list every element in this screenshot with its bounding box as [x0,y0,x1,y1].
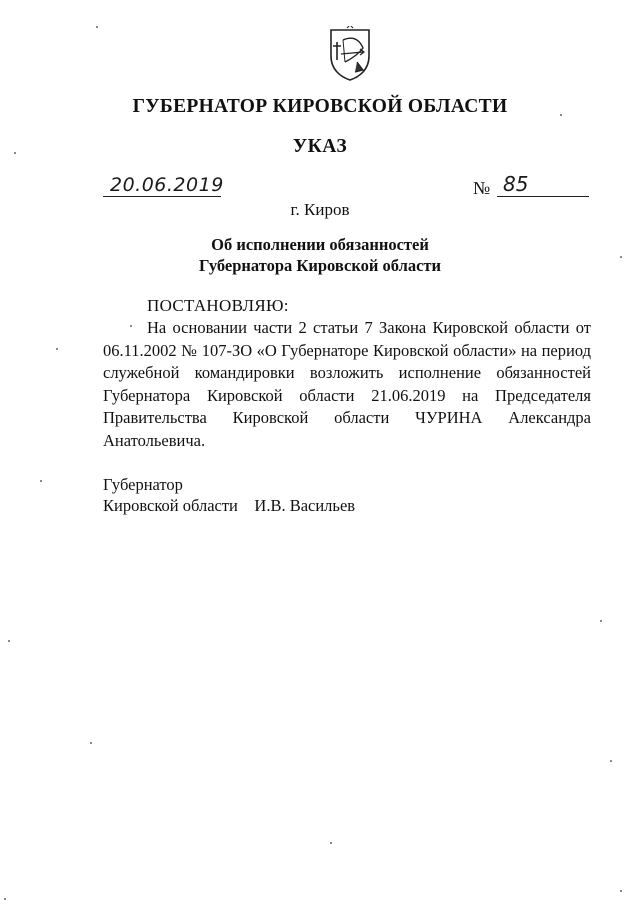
body-paragraph: На основании части 2 статьи 7 Закона Кировской области от 06.11.2002 № 107-ЗО «О Губернаторе Кировской области» на период служебной командировки возложить исполнение обязанностей Губернатора Кировской области 21.06.2019 на Председателя Правительства Кировской области ЧУРИНА Александра Анатольевича. [103,318,591,450]
signer-name: И.В. Васильев [254,496,356,515]
coat-of-arms-icon [327,26,373,82]
city: г. Киров [290,200,350,219]
decree-word: ПОСТАНОВЛЯЮ: [147,296,289,315]
document-number: 85 [503,172,529,196]
subject-heading [0,234,640,276]
signature-block [103,495,355,516]
signature-title-line-2: Кировской области [103,496,238,515]
organization-title: ГУБЕРНАТОР КИРОВСКОЙ ОБЛАСТИ [132,96,508,117]
document-type: УКАЗ [292,136,348,157]
number-sign: № [473,178,491,198]
number-underline [497,196,589,197]
subject-line-2: Губернатора Кировской области [198,256,442,275]
date-underline [103,196,221,197]
document-date: 20.06.2019 [110,174,224,196]
signature-title-line-1: Губернатор [103,475,183,494]
subject-line-1: Об исполнении обязанностей [211,235,429,254]
